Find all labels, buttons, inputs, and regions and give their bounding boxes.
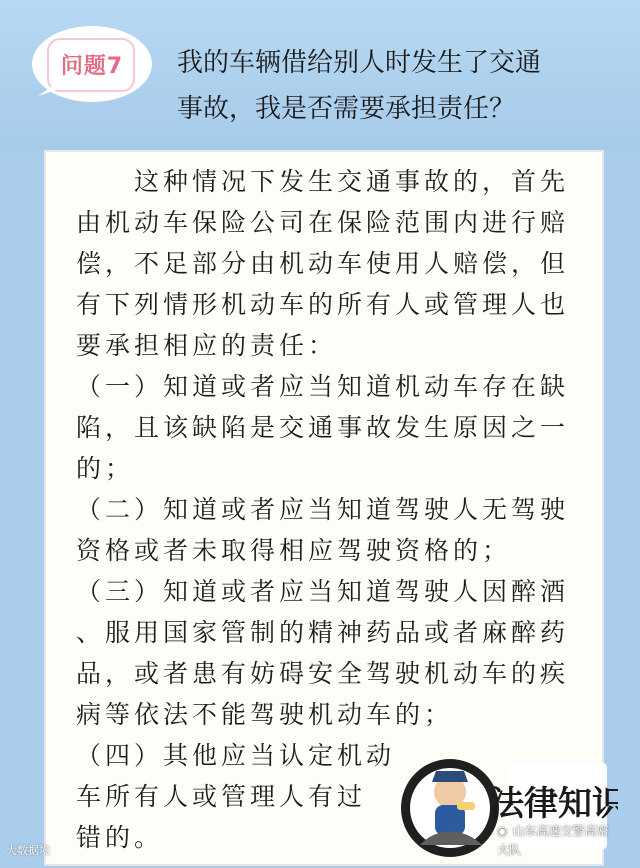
question-title	[177, 40, 617, 132]
body-line: （四）其他应当认定机动	[76, 741, 396, 770]
badge-label: 问题7	[60, 54, 124, 79]
body-line: （一）知道或者应当知道机动车存在缺	[76, 372, 570, 401]
body-line: （三）知道或者应当知道驾驶人因醉酒	[76, 577, 570, 606]
body-line: 、服用国家管制的精神药品或者麻醉药	[76, 618, 570, 647]
wechat-account-name: 山东高速交警高密大队	[497, 824, 609, 857]
wechat-account	[497, 820, 617, 857]
body-line: 的；	[76, 454, 135, 483]
body-line: 要承担相应的责任：	[76, 331, 338, 360]
body-line: 有下列情形机动车的所有人或管理人也	[76, 290, 570, 319]
body-line: （二）知道或者应当知道驾驶人无驾驶	[76, 495, 570, 524]
question-line-1: 我的车辆借给别人时发生了交通	[177, 48, 542, 78]
body-line: 病等依法不能驾驶机动车的；	[76, 700, 454, 729]
question-line-2: 事故，我是否需要承担责任？	[177, 94, 516, 124]
body-line: 错的。	[76, 823, 164, 852]
body-line: 车所有人或管理人有过	[76, 782, 367, 811]
wechat-icon: ◉	[497, 824, 508, 838]
body-line: 由机动车保险公司在保险范围内进行赔	[76, 208, 570, 237]
question-badge	[30, 20, 154, 104]
body-line: 这种情况下发生交通事故的，首先	[76, 167, 570, 196]
body-line: 品，或者患有妨碍安全驾驶机动车的疾	[76, 659, 570, 688]
body-line: 偿，不足部分由机动车使用人赔偿，但	[76, 249, 570, 278]
body-line: 陷，且该缺陷是交通事故发生原因之一	[76, 413, 570, 442]
body-line: 资格或者未取得相应驾驶资格的；	[76, 536, 512, 565]
svg-text:法律知识: 法律知识	[490, 784, 618, 824]
watermark: 大数据境	[6, 844, 50, 857]
